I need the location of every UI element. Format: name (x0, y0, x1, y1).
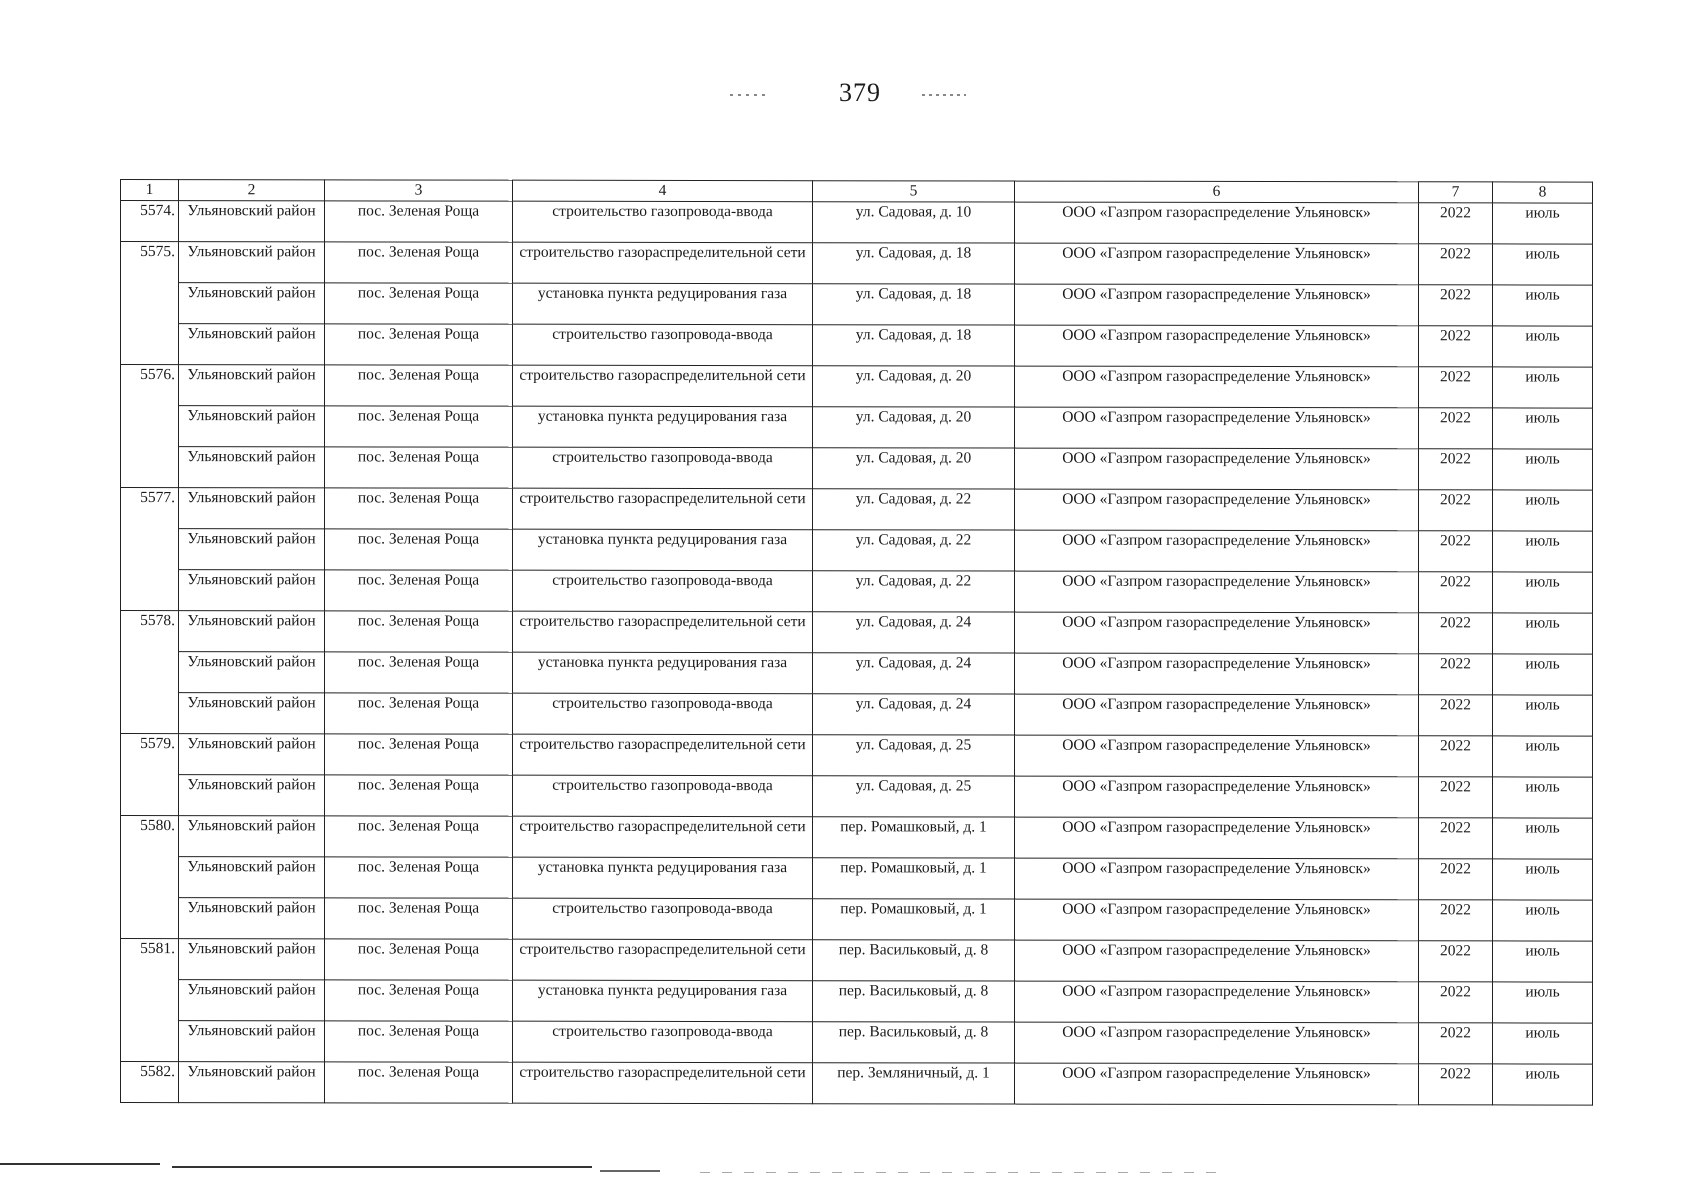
item-number-cell: 5577. (121, 488, 179, 611)
settlement-cell: пос. Зеленая Роща (325, 1062, 513, 1103)
settlement-cell: пос. Зеленая Роща (325, 734, 513, 775)
month-cell: июль (1493, 941, 1593, 982)
organization-cell: ООО «Газпром газораспределение Ульяновск» (1015, 530, 1419, 572)
district-cell: Ульяновский район (179, 1021, 325, 1062)
year-cell: 2022 (1419, 859, 1493, 900)
table-row (121, 488, 1593, 532)
month-cell: июль (1493, 982, 1593, 1023)
address-cell: ул. Садовая, д. 25 (813, 776, 1015, 817)
settlement-cell: пос. Зеленая Роща (325, 406, 513, 447)
year-cell: 2022 (1419, 244, 1493, 285)
organization-cell: ООО «Газпром газораспределение Ульяновск» (1015, 940, 1419, 982)
item-number-cell: 5578. (121, 611, 179, 734)
organization-cell: ООО «Газпром газораспределение Ульяновск» (1015, 817, 1419, 859)
work-type-cell: строительство газопровода-ввода (513, 570, 813, 612)
settlement-cell: пос. Зеленая Роща (325, 775, 513, 816)
work-type-cell: установка пункта редуцирования газа (513, 857, 813, 899)
district-cell: Ульяновский район (179, 242, 325, 283)
address-cell: ул. Садовая, д. 22 (813, 571, 1015, 612)
month-cell: июль (1493, 1023, 1593, 1064)
organization-cell: ООО «Газпром газораспределение Ульяновск» (1015, 776, 1419, 818)
organization-cell: ООО «Газпром газораспределение Ульяновск» (1015, 407, 1419, 449)
work-type-cell: строительство газораспределительной сети (513, 734, 813, 776)
month-cell: июль (1493, 572, 1593, 613)
organization-cell: ООО «Газпром газораспределение Ульяновск» (1015, 899, 1419, 941)
address-cell: пер. Ромашковый, д. 1 (813, 899, 1015, 940)
address-cell: ул. Садовая, д. 25 (813, 735, 1015, 776)
settlement-cell: пос. Зеленая Роща (325, 693, 513, 734)
table-row (121, 775, 1593, 819)
year-cell: 2022 (1419, 490, 1493, 531)
settlement-cell: пос. Зеленая Роща (325, 365, 513, 406)
month-cell: июль (1493, 818, 1593, 859)
month-cell: июль (1493, 654, 1593, 695)
year-cell: 2022 (1419, 367, 1493, 408)
scan-bottom-line (172, 1166, 592, 1168)
scan-speck (730, 94, 770, 96)
settlement-cell: пос. Зеленая Роща (325, 611, 513, 652)
table-row (121, 406, 1593, 450)
organization-cell: ООО «Газпром газораспределение Ульяновск» (1015, 694, 1419, 736)
address-cell: ул. Садовая, д. 10 (813, 202, 1015, 243)
month-cell: июль (1493, 777, 1593, 818)
work-type-cell: строительство газопровода-ввода (513, 693, 813, 735)
header-cell: 6 (1015, 181, 1419, 203)
year-cell: 2022 (1419, 818, 1493, 859)
table-row (121, 529, 1593, 573)
month-cell: июль (1493, 736, 1593, 777)
district-cell: Ульяновский район (179, 775, 325, 816)
district-cell: Ульяновский район (179, 611, 325, 652)
year-cell: 2022 (1419, 900, 1493, 941)
district-cell: Ульяновский район (179, 652, 325, 693)
address-cell: пер. Ромашковый, д. 1 (813, 858, 1015, 899)
settlement-cell: пос. Зеленая Роща (325, 283, 513, 324)
district-cell: Ульяновский район (179, 980, 325, 1021)
settlement-cell: пос. Зеленая Роща (325, 201, 513, 242)
work-type-cell: строительство газораспределительной сети (513, 939, 813, 981)
address-cell: ул. Садовая, д. 20 (813, 407, 1015, 448)
schedule-table-wrapper (120, 179, 1592, 1106)
settlement-cell: пос. Зеленая Роща (325, 529, 513, 570)
district-cell: Ульяновский район (179, 201, 325, 242)
year-cell: 2022 (1419, 695, 1493, 736)
month-cell: июль (1493, 490, 1593, 531)
month-cell: июль (1493, 531, 1593, 572)
work-type-cell: строительство газораспределительной сети (513, 242, 813, 284)
address-cell: пер. Земляничный, д. 1 (813, 1063, 1015, 1104)
address-cell: ул. Садовая, д. 20 (813, 448, 1015, 489)
year-cell: 2022 (1419, 203, 1493, 244)
address-cell: ул. Садовая, д. 18 (813, 243, 1015, 284)
item-number-cell: 5574. (121, 201, 179, 242)
table-row (121, 652, 1593, 696)
organization-cell: ООО «Газпром газораспределение Ульяновск» (1015, 366, 1419, 408)
month-cell: июль (1493, 859, 1593, 900)
item-number-cell: 5582. (121, 1062, 179, 1103)
header-cell: 1 (121, 180, 179, 201)
table-row (121, 365, 1593, 409)
year-cell: 2022 (1419, 408, 1493, 449)
year-cell: 2022 (1419, 1064, 1493, 1105)
month-cell: июль (1493, 408, 1593, 449)
district-cell: Ульяновский район (179, 693, 325, 734)
organization-cell: ООО «Газпром газораспределение Ульяновск» (1015, 243, 1419, 285)
work-type-cell: строительство газопровода-ввода (513, 201, 813, 243)
work-type-cell: строительство газораспределительной сети (513, 365, 813, 407)
district-cell: Ульяновский район (179, 857, 325, 898)
district-cell: Ульяновский район (179, 488, 325, 529)
year-cell: 2022 (1419, 613, 1493, 654)
district-cell: Ульяновский район (179, 898, 325, 939)
settlement-cell: пос. Зеленая Роща (325, 242, 513, 283)
month-cell: июль (1493, 449, 1593, 490)
table-row (121, 734, 1593, 778)
table-row (121, 1062, 1593, 1106)
address-cell: пер. Ромашковый, д. 1 (813, 817, 1015, 858)
item-number-cell: 5576. (121, 365, 179, 488)
settlement-cell: пос. Зеленая Роща (325, 488, 513, 529)
schedule-table (120, 179, 1593, 1106)
organization-cell: ООО «Газпром газораспределение Ульяновск» (1015, 1063, 1419, 1105)
settlement-cell: пос. Зеленая Роща (325, 980, 513, 1021)
address-cell: ул. Садовая, д. 24 (813, 612, 1015, 653)
table-row (121, 611, 1593, 655)
address-cell: ул. Садовая, д. 24 (813, 653, 1015, 694)
organization-cell: ООО «Газпром газораспределение Ульяновск» (1015, 858, 1419, 900)
address-cell: ул. Садовая, д. 24 (813, 694, 1015, 735)
district-cell: Ульяновский район (179, 324, 325, 365)
month-cell: июль (1493, 326, 1593, 367)
organization-cell: ООО «Газпром газораспределение Ульяновск» (1015, 1022, 1419, 1064)
month-cell: июль (1493, 285, 1593, 326)
work-type-cell: установка пункта редуцирования газа (513, 283, 813, 325)
year-cell: 2022 (1419, 941, 1493, 982)
month-cell: июль (1493, 367, 1593, 408)
organization-cell: ООО «Газпром газораспределение Ульяновск» (1015, 284, 1419, 326)
work-type-cell: установка пункта редуцирования газа (513, 529, 813, 571)
organization-cell: ООО «Газпром газораспределение Ульяновск» (1015, 571, 1419, 613)
item-number-cell: 5580. (121, 816, 179, 939)
organization-cell: ООО «Газпром газораспределение Ульяновск» (1015, 202, 1419, 244)
table-row (121, 939, 1593, 983)
organization-cell: ООО «Газпром газораспределение Ульяновск» (1015, 981, 1419, 1023)
year-cell: 2022 (1419, 982, 1493, 1023)
header-cell: 2 (179, 180, 325, 201)
table-row (121, 857, 1593, 901)
header-cell: 3 (325, 180, 513, 201)
work-type-cell: строительство газопровода-ввода (513, 775, 813, 817)
item-number-cell: 5581. (121, 939, 179, 1062)
district-cell: Ульяновский район (179, 1062, 325, 1103)
table-row (121, 324, 1593, 368)
table-header-row (121, 180, 1593, 204)
month-cell: июль (1493, 695, 1593, 736)
settlement-cell: пос. Зеленая Роща (325, 898, 513, 939)
work-type-cell: установка пункта редуцирования газа (513, 652, 813, 694)
work-type-cell: строительство газопровода-ввода (513, 1021, 813, 1063)
table-body (121, 201, 1593, 1106)
organization-cell: ООО «Газпром газораспределение Ульяновск» (1015, 489, 1419, 531)
work-type-cell: строительство газораспределительной сети (513, 816, 813, 858)
settlement-cell: пос. Зеленая Роща (325, 939, 513, 980)
work-type-cell: строительство газопровода-ввода (513, 898, 813, 940)
year-cell: 2022 (1419, 531, 1493, 572)
address-cell: ул. Садовая, д. 18 (813, 325, 1015, 366)
district-cell: Ульяновский район (179, 570, 325, 611)
month-cell: июль (1493, 203, 1593, 244)
year-cell: 2022 (1419, 654, 1493, 695)
address-cell: пер. Васильковый, д. 8 (813, 940, 1015, 981)
header-cell: 5 (813, 181, 1015, 202)
year-cell: 2022 (1419, 572, 1493, 613)
item-number-cell: 5575. (121, 242, 179, 365)
table-row (121, 242, 1593, 286)
month-cell: июль (1493, 1064, 1593, 1105)
month-cell: июль (1493, 613, 1593, 654)
year-cell: 2022 (1419, 285, 1493, 326)
year-cell: 2022 (1419, 1023, 1493, 1064)
settlement-cell: пос. Зеленая Роща (325, 652, 513, 693)
table-row (121, 447, 1593, 491)
table-row (121, 1021, 1593, 1065)
address-cell: пер. Васильковый, д. 8 (813, 981, 1015, 1022)
work-type-cell: установка пункта редуцирования газа (513, 980, 813, 1022)
district-cell: Ульяновский район (179, 406, 325, 447)
district-cell: Ульяновский район (179, 734, 325, 775)
table-row (121, 980, 1593, 1024)
header-cell: 7 (1419, 182, 1493, 203)
organization-cell: ООО «Газпром газораспределение Ульяновск» (1015, 653, 1419, 695)
district-cell: Ульяновский район (179, 365, 325, 406)
scan-bottom-line (0, 1163, 160, 1165)
district-cell: Ульяновский район (179, 816, 325, 857)
work-type-cell: строительство газопровода-ввода (513, 324, 813, 366)
organization-cell: ООО «Газпром газораспределение Ульяновск» (1015, 612, 1419, 654)
year-cell: 2022 (1419, 777, 1493, 818)
table-row (121, 898, 1593, 942)
settlement-cell: пос. Зеленая Роща (325, 816, 513, 857)
month-cell: июль (1493, 900, 1593, 941)
table-row (121, 816, 1593, 860)
settlement-cell: пос. Зеленая Роща (325, 857, 513, 898)
table-row (121, 570, 1593, 614)
work-type-cell: строительство газораспределительной сети (513, 611, 813, 653)
organization-cell: ООО «Газпром газораспределение Ульяновск» (1015, 735, 1419, 777)
address-cell: ул. Садовая, д. 18 (813, 284, 1015, 325)
scan-speck (922, 94, 966, 96)
item-number-cell: 5579. (121, 734, 179, 816)
year-cell: 2022 (1419, 736, 1493, 777)
organization-cell: ООО «Газпром газораспределение Ульяновск» (1015, 325, 1419, 367)
settlement-cell: пос. Зеленая Роща (325, 447, 513, 488)
work-type-cell: строительство газораспределительной сети (513, 1062, 813, 1104)
organization-cell: ООО «Газпром газораспределение Ульяновск» (1015, 448, 1419, 490)
scan-bottom-line (700, 1172, 1220, 1173)
table-row (121, 201, 1593, 245)
table-row (121, 283, 1593, 327)
month-cell: июль (1493, 244, 1593, 285)
district-cell: Ульяновский район (179, 283, 325, 324)
district-cell: Ульяновский район (179, 447, 325, 488)
header-cell: 8 (1493, 182, 1593, 203)
address-cell: пер. Васильковый, д. 8 (813, 1022, 1015, 1063)
year-cell: 2022 (1419, 449, 1493, 490)
address-cell: ул. Садовая, д. 22 (813, 489, 1015, 530)
settlement-cell: пос. Зеленая Роща (325, 1021, 513, 1062)
settlement-cell: пос. Зеленая Роща (325, 570, 513, 611)
scan-bottom-line (600, 1170, 660, 1172)
address-cell: ул. Садовая, д. 20 (813, 366, 1015, 407)
address-cell: ул. Садовая, д. 22 (813, 530, 1015, 571)
work-type-cell: установка пункта редуцирования газа (513, 406, 813, 448)
work-type-cell: строительство газопровода-ввода (513, 447, 813, 489)
settlement-cell: пос. Зеленая Роща (325, 324, 513, 365)
table-row (121, 693, 1593, 737)
district-cell: Ульяновский район (179, 939, 325, 980)
district-cell: Ульяновский район (179, 529, 325, 570)
year-cell: 2022 (1419, 326, 1493, 367)
header-cell: 4 (513, 180, 813, 202)
work-type-cell: строительство газораспределительной сети (513, 488, 813, 530)
page-number: 379 (839, 78, 881, 107)
